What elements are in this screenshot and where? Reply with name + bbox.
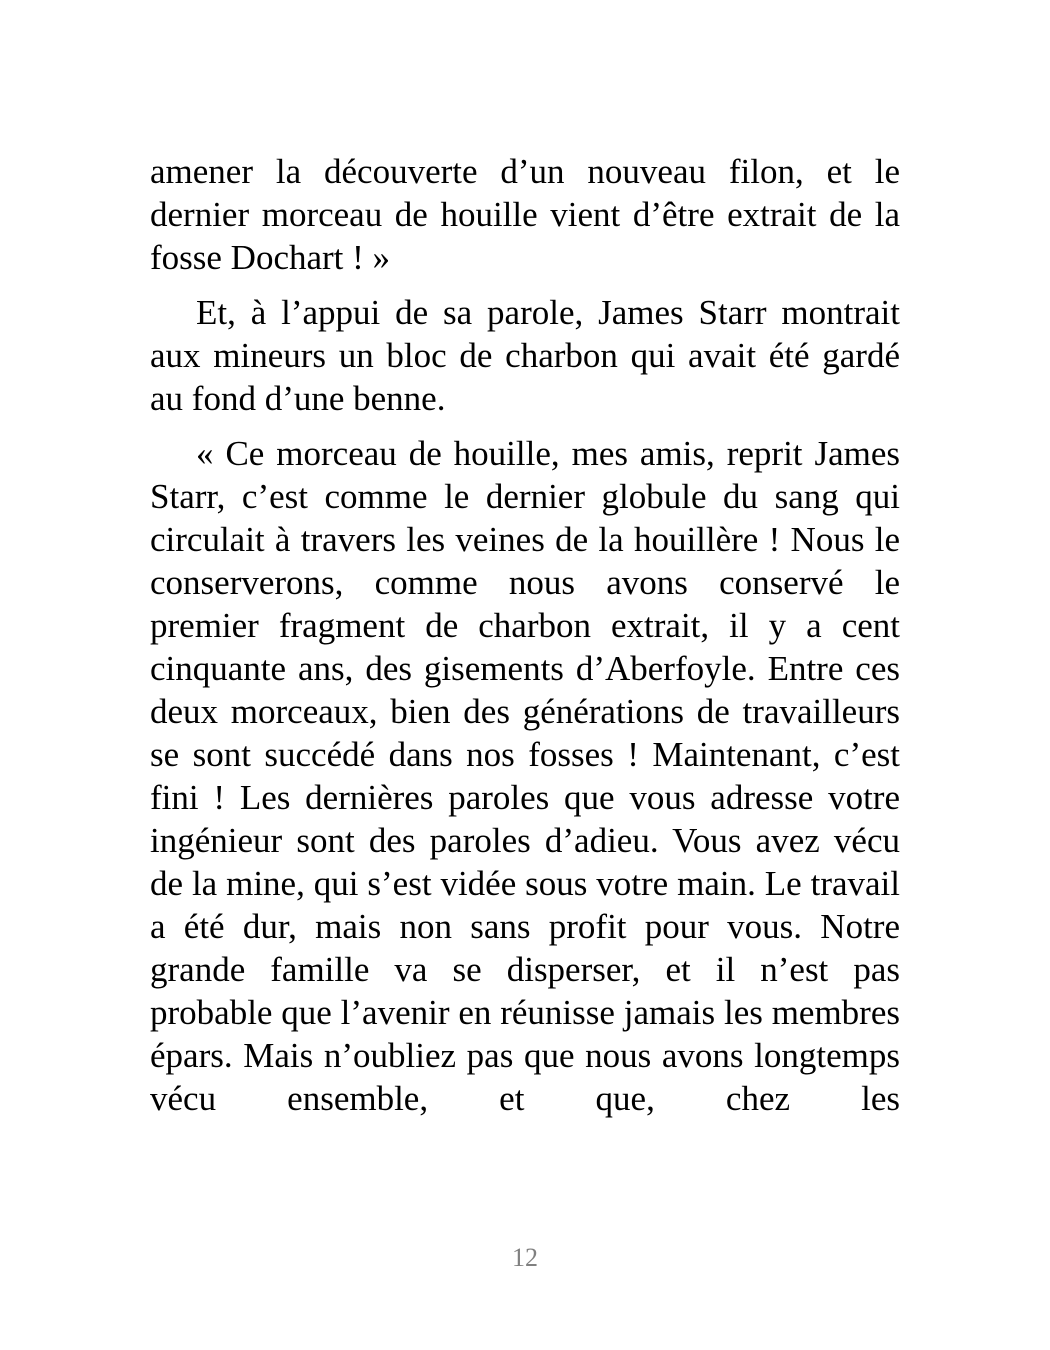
page-number: 12 — [512, 1243, 538, 1272]
paragraph-continuation: amener la découverte d’un nouveau filon, et le dernier morceau de houille vient d’être extrait de la fosse Dochart ! » — [150, 152, 900, 277]
body-text — [150, 150, 900, 1120]
paragraph-speech: « Ce morceau de houille, mes amis, reprit James Starr, c’est comme le dernier globule du sang qui circulait à travers les veines de la houillère ! Nous le conserverons, comme nous avons conservé le premier fragment de charbon extrait, il y a cent cinquante ans, des gisements d’Aberfoyle. Entre ces deux morceaux, bien des générations de travailleurs se sont succédé dans nos fosses ! Maintenant, c’est fini ! Les dernières paroles que vous adresse votre ingénieur sont des paroles d’adieu. Vous avez vécu de la mine, qui s’est vidée sous votre main. Le travail a été dur, mais non sans profit pour vous. Notre grande famille va se disperser, et il n’est pas probable que l’avenir en réunisse jamais les membres épars. Mais n’oubliez pas que nous avons longtemps vécu ensemble, et que, chez les — [150, 434, 900, 1118]
paragraph-narration: Et, à l’appui de sa parole, James Starr montrait aux mineurs un bloc de charbon qui avait été gardé au fond d’une benne. — [150, 293, 900, 418]
